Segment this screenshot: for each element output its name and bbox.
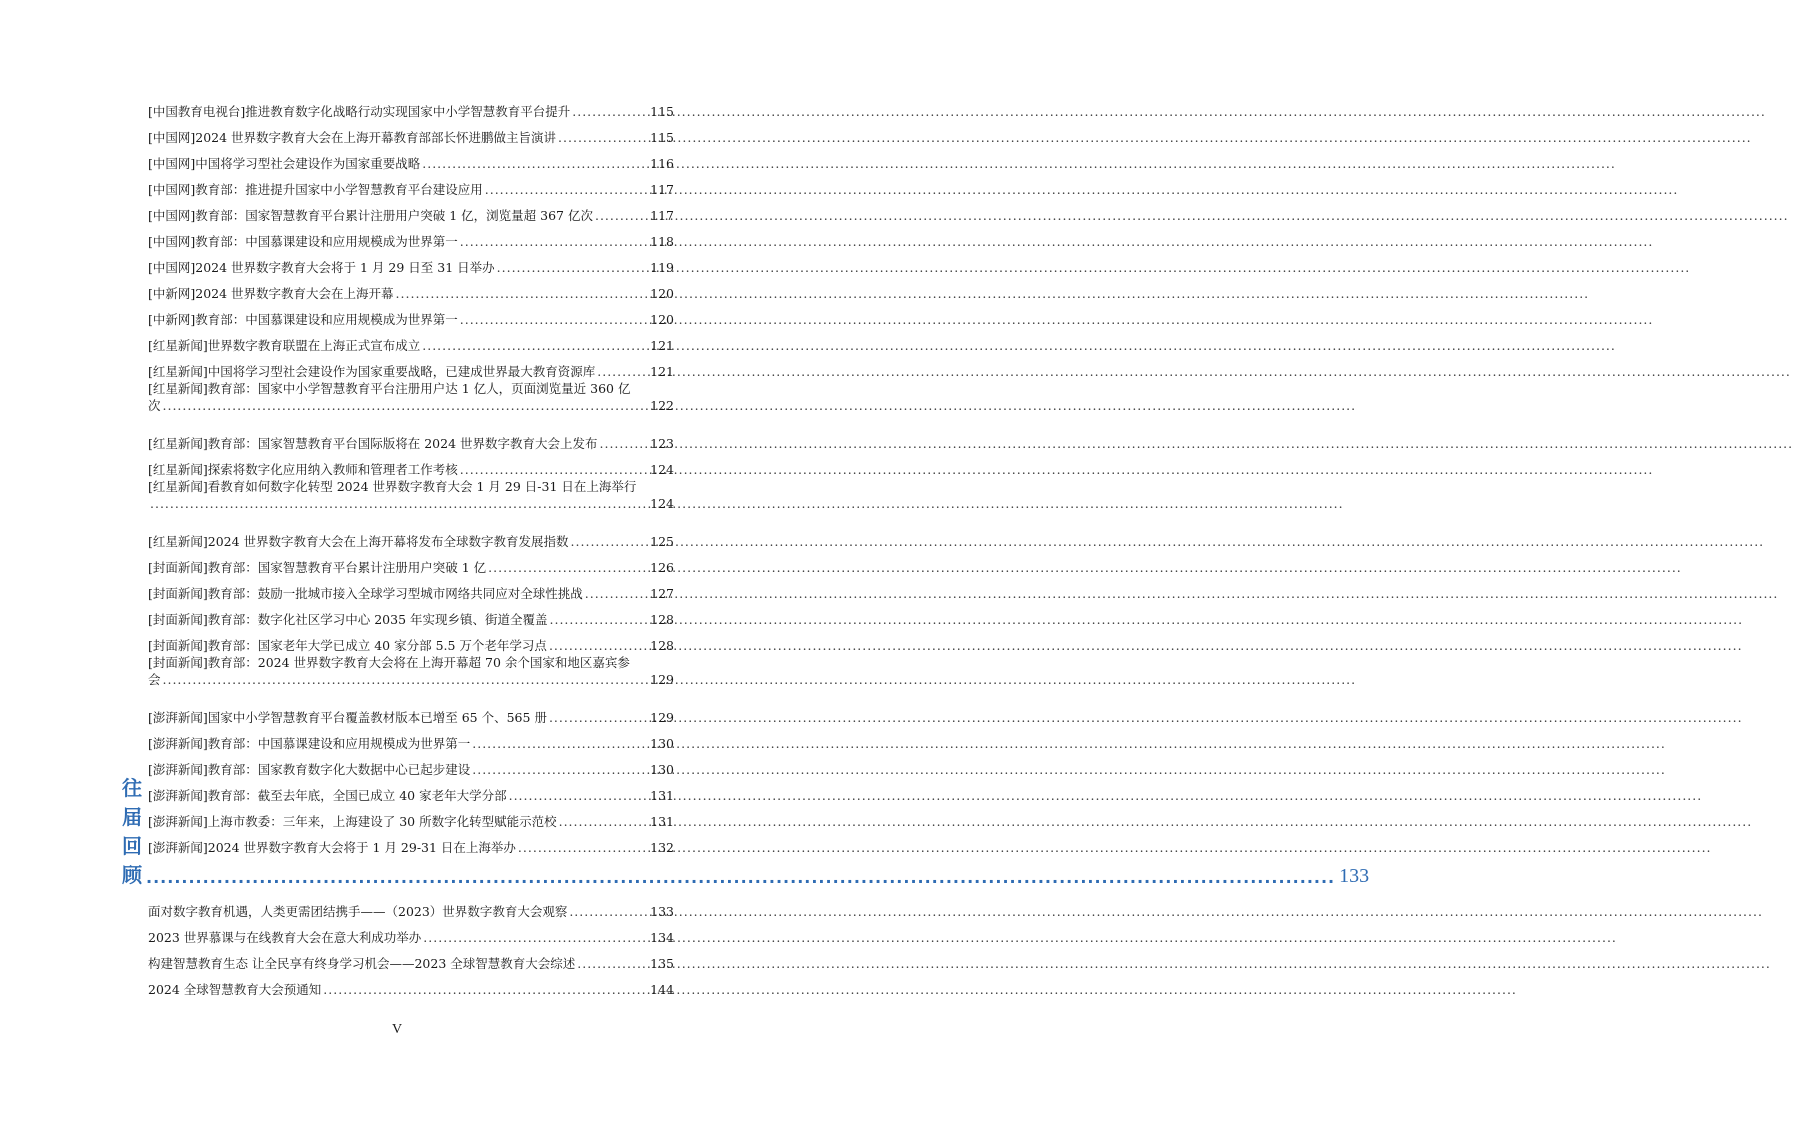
leader-dots xyxy=(460,461,648,478)
toc-entry-page: 125 xyxy=(650,534,674,549)
toc-entry[interactable] xyxy=(148,576,674,602)
toc-entry-second-line xyxy=(148,495,674,512)
leader-dots xyxy=(146,868,1335,888)
toc-entry-title: 构建智慧教育生态 让全民享有终身学习机会——2023 全球智慧教育大会综述 xyxy=(148,956,576,971)
leader-dots xyxy=(509,787,649,804)
leader-dots xyxy=(488,559,648,576)
leader-dots xyxy=(549,709,648,726)
toc-entry-page: 128 xyxy=(650,612,674,627)
toc-entry[interactable] xyxy=(148,830,674,856)
toc-entry-page: 124 xyxy=(650,462,674,477)
toc-entry-page: 129 xyxy=(650,672,674,687)
toc-entry-title: [澎湃新闻]教育部：中国慕课建设和应用规模成为世界第一 xyxy=(148,736,471,751)
section-toc-list xyxy=(148,894,674,998)
toc-entry-page: 134 xyxy=(650,930,674,945)
toc-entry-title: [封面新闻]教育部：数字化社区学习中心 2035 年实现乡镇、街道全覆盖 xyxy=(148,612,548,627)
toc-entry[interactable] xyxy=(148,224,674,250)
toc-entry-title: [澎湃新闻]国家中小学智慧教育平台覆盖教材版本已增至 65 个、565 册 xyxy=(148,710,547,725)
toc-entry-title: [中新网]教育部：中国慕课建设和应用规模成为世界第一 xyxy=(148,312,458,327)
toc-entry[interactable] xyxy=(148,328,674,354)
toc-entry[interactable] xyxy=(148,94,674,120)
leader-dots xyxy=(569,903,648,920)
toc-entry-title: [封面新闻]教育部：2024 世界数字教育大会将在上海开幕超 70 余个国家和地区嘉宾参 xyxy=(148,655,630,670)
page-number: V xyxy=(391,1022,403,1037)
leader-dots xyxy=(571,533,649,550)
toc-entry[interactable] xyxy=(148,524,674,550)
toc-entry-page: 121 xyxy=(650,338,674,353)
leader-dots xyxy=(460,233,648,250)
toc-entry[interactable] xyxy=(148,602,674,628)
toc-entry-page: 123 xyxy=(650,436,674,451)
toc-entry-page: 127 xyxy=(650,586,674,601)
toc-entry-page: 117 xyxy=(650,208,674,223)
leader-dots xyxy=(572,103,648,120)
toc-entry-title: [红星新闻]教育部：国家智慧教育平台国际版将在 2024 世界数字教育大会上发布 xyxy=(148,436,598,451)
toc-entry-second-line xyxy=(148,397,674,414)
toc-entry-title: [封面新闻]教育部：国家老年大学已成立 40 家分部 5.5 万个老年学习点 xyxy=(148,638,547,653)
toc-entry[interactable] xyxy=(148,172,674,198)
leader-dots xyxy=(549,637,648,654)
toc-entry-title: [澎湃新闻]教育部：截至去年底，全国已成立 40 家老年大学分部 xyxy=(148,788,507,803)
toc-entry-title: [中国网]中国将学习型社会建设作为国家重要战略 xyxy=(148,156,421,171)
toc-entry-page: 130 xyxy=(650,736,674,751)
leader-dots xyxy=(577,955,648,972)
leader-dots xyxy=(323,981,648,998)
toc-entry-page: 116 xyxy=(650,156,674,171)
toc-entry-page: 121 xyxy=(650,364,674,379)
toc-entry[interactable] xyxy=(148,354,674,380)
leader-dots xyxy=(550,611,649,628)
toc-entry-title: [澎湃新闻]上海市教委：三年来，上海建设了 30 所数字化转型赋能示范校 xyxy=(148,814,557,829)
leader-dots xyxy=(558,129,648,146)
toc-entry-title: 2024 全球智慧教育大会预通知 xyxy=(148,982,322,997)
toc-entry-page: 122 xyxy=(650,398,674,413)
toc-entry-page: 135 xyxy=(650,956,674,971)
toc-entry-page: 129 xyxy=(650,710,674,725)
toc-entry[interactable] xyxy=(148,276,674,302)
toc-entry-title-continued: 次 xyxy=(148,398,161,413)
toc-entry[interactable] xyxy=(148,700,674,726)
toc-entry-title: [澎湃新闻]2024 世界数字教育大会将于 1 月 29-31 日在上海举办 xyxy=(148,840,516,855)
toc-entry[interactable] xyxy=(148,778,674,804)
leader-dots xyxy=(585,585,648,602)
toc-entry[interactable] xyxy=(148,550,674,576)
toc-entry[interactable] xyxy=(148,972,674,998)
toc-entry[interactable] xyxy=(148,726,674,752)
toc-entry[interactable] xyxy=(148,146,674,172)
leader-dots xyxy=(422,155,648,172)
toc-entry-page: 133 xyxy=(650,904,674,919)
leader-dots xyxy=(518,839,648,856)
leader-dots xyxy=(396,285,649,302)
toc-entry-title: [红星新闻]看教育如何数字化转型 2024 世界数字教育大会 1 月 29 日-31 日在上海举行 xyxy=(148,479,637,494)
toc-entry-page: 130 xyxy=(650,762,674,777)
toc-entry-page: 119 xyxy=(650,260,674,275)
toc-entry[interactable] xyxy=(148,752,674,778)
section-title: 往届回顾 xyxy=(122,776,142,887)
toc-entry[interactable] xyxy=(148,628,674,654)
toc-entry-page: 118 xyxy=(650,234,674,249)
toc-entry-title: [封面新闻]教育部：国家智慧教育平台累计注册用户突破 1 亿 xyxy=(148,560,487,575)
toc-entry-page: 126 xyxy=(650,560,674,575)
toc-entry-title: [红星新闻]2024 世界数字教育大会在上海开幕将发布全球数字教育发展指数 xyxy=(148,534,569,549)
section-page: 133 xyxy=(1339,865,1370,887)
toc-entry-title: [中国网]2024 世界数字教育大会在上海开幕教育部部长怀进鹏做主旨演讲 xyxy=(148,130,557,145)
toc-entry-title: [红星新闻]世界数字教育联盟在上海正式宣布成立 xyxy=(148,338,421,353)
toc-entry-title: 面对数字教育机遇，人类更需团结携手——（2023）世界数字教育大会观察 xyxy=(148,904,568,919)
toc-entry-title: [红星新闻]探索将数字化应用纳入教师和管理者工作考核 xyxy=(148,462,458,477)
toc-entry-title: 2023 世界慕课与在线教育大会在意大利成功举办 xyxy=(148,930,422,945)
toc-list xyxy=(148,94,674,856)
toc-entry-page: 132 xyxy=(650,840,674,855)
toc-entry-page: 115 xyxy=(650,104,674,119)
toc-entry-title: [中国网]教育部：推进提升国家中小学智慧教育平台建设应用 xyxy=(148,182,483,197)
toc-entry-title: [中国网]教育部：国家智慧教育平台累计注册用户突破 1 亿，浏览量超 367 亿次 xyxy=(148,208,593,223)
toc-entry[interactable] xyxy=(148,250,674,276)
leader-dots xyxy=(597,363,648,380)
toc-entry[interactable] xyxy=(148,198,674,224)
toc-entry-title: [中国教育电视台]推进教育数字化战略行动实现国家中小学智慧教育平台提升 xyxy=(148,104,571,119)
toc-entry-second-line xyxy=(148,671,674,688)
leader-dots xyxy=(422,337,648,354)
toc-entry[interactable] xyxy=(148,120,674,146)
toc-entry[interactable] xyxy=(148,920,674,946)
toc-entry-page: 124 xyxy=(650,496,674,511)
leader-dots xyxy=(559,813,649,830)
leader-dots xyxy=(460,311,648,328)
toc-entry-title: [封面新闻]教育部：鼓励一批城市接入全球学习型城市网络共同应对全球性挑战 xyxy=(148,586,583,601)
toc-entry[interactable] xyxy=(148,302,674,328)
toc-entry-title-continued: 会 xyxy=(148,672,161,687)
leader-dots xyxy=(472,761,648,778)
leader-dots xyxy=(472,735,648,752)
leader-dots xyxy=(150,495,648,512)
leader-dots xyxy=(595,207,648,224)
toc-entry-page: 144 xyxy=(650,982,674,997)
toc-entry-title: [红星新闻]中国将学习型社会建设作为国家重要战略，已建成世界最大教育资源库 xyxy=(148,364,596,379)
toc-entry-page: 128 xyxy=(650,638,674,653)
toc-entry-page: 131 xyxy=(650,814,674,829)
toc-entry[interactable] xyxy=(148,380,674,426)
leader-dots xyxy=(600,435,649,452)
toc-entry[interactable] xyxy=(148,426,674,452)
toc-entry[interactable] xyxy=(148,452,674,478)
toc-entry-title: [中新网]2024 世界数字教育大会在上海开幕 xyxy=(148,286,394,301)
toc-entry[interactable] xyxy=(148,804,674,830)
leader-dots xyxy=(497,259,648,276)
leader-dots xyxy=(163,397,649,414)
toc-entry[interactable] xyxy=(148,894,674,920)
toc-entry[interactable] xyxy=(148,478,674,524)
leader-dots xyxy=(163,671,649,688)
leader-dots xyxy=(423,929,648,946)
toc-entry-title: [澎湃新闻]教育部：国家教育数字化大数据中心已起步建设 xyxy=(148,762,471,777)
toc-entry-title: [红星新闻]教育部：国家中小学智慧教育平台注册用户达 1 亿人，页面浏览量近 360 亿 xyxy=(148,381,631,396)
toc-entry-page: 120 xyxy=(650,312,674,327)
leader-dots xyxy=(485,181,648,198)
toc-entry-page: 117 xyxy=(650,182,674,197)
toc-entry-page: 120 xyxy=(650,286,674,301)
toc-entry-page: 115 xyxy=(650,130,674,145)
toc-entry-title: [中国网]教育部：中国慕课建设和应用规模成为世界第一 xyxy=(148,234,458,249)
toc-entry[interactable] xyxy=(148,946,674,972)
toc-entry-title: [中国网]2024 世界数字教育大会将于 1 月 29 日至 31 日举办 xyxy=(148,260,495,275)
toc-entry[interactable] xyxy=(148,654,674,700)
toc-entry-page: 131 xyxy=(650,788,674,803)
